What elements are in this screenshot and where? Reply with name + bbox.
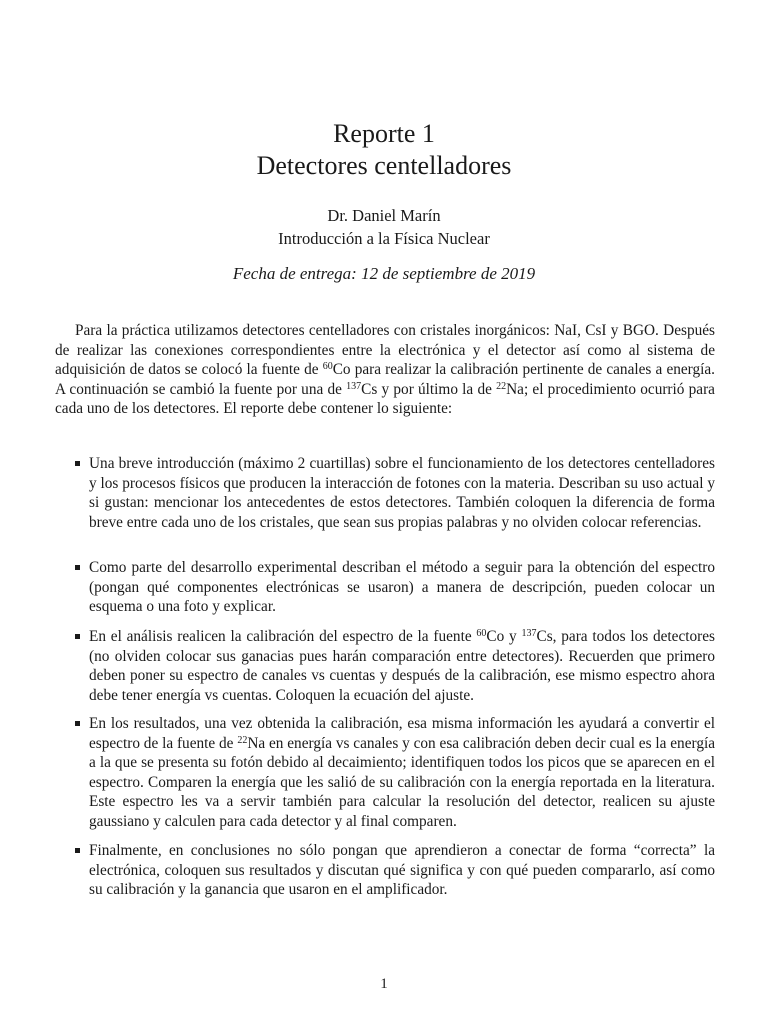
page-number: 1	[380, 976, 388, 992]
list-item-text-1: En el análisis realicen la calibración del espectro de la fuente	[89, 628, 477, 645]
isotope-mass-number: 22	[496, 380, 507, 392]
list-item-text-2: Co y	[486, 628, 522, 645]
list-item-text: Una breve introducción (máximo 2 cuartillas) sobre el funcionamiento de los detectores centelladores y los procesos físicos que producen la interacción de fotones con la materia. Describan su uso actual y si gustan: mencionar los antecedentes de estos detectores. También coloquen la diferencia de forma breve entre cada uno de los cristales, que sean sus propias palabras y no olviden colocar referencias.	[89, 455, 715, 531]
bullet-square-icon	[75, 461, 80, 466]
list-item-text-1: En los resultados, una vez obtenida la calibración, esa misma información les ayudará a convertir el espectro de la fuente de	[89, 715, 715, 752]
bullet-square-icon	[75, 848, 80, 853]
isotope-mass-number: 60	[322, 361, 333, 373]
list-item-text: Como parte del desarrollo experimental describan el método a seguir para la obtención del espectro (pongan qué componentes electrónicas se usaron) a manera de descripción, pueden colocar un esquema o una foto y explicar.	[89, 559, 715, 616]
report-subtitle: Detectores centelladores	[256, 151, 512, 180]
isotope-mass-number: 22	[237, 734, 248, 746]
report-title: Reporte 1	[333, 119, 435, 148]
intro-text-1: Para la práctica utilizamos detectores centelladores con cristales inorgánicos: NaI, CsI y BGO. Después de realizar las conexiones correspondientes entre la electrónica y el detector así como al sistema de adquisición de datos se colocó la fuente de	[55, 322, 715, 379]
due-date: Fecha de entrega: 12 de septiembre de 2019	[232, 264, 536, 283]
intro-text-2: Co para realizar la calibración pertinente de canales a energía. A continuación se cambió la fuente por una de	[55, 361, 716, 398]
bullet-square-icon	[75, 721, 80, 726]
intro-paragraph	[55, 321, 715, 419]
author-name: Dr. Daniel Marín	[327, 206, 441, 225]
list-item-text: Finalmente, en conclusiones no sólo pongan que aprendieron a conectar de forma “correcta” la electrónica, coloquen sus resultados y discutan qué significa y con qué pueden compararlo, así como su calibración y la ganancia que usaron en el amplificador.	[89, 842, 715, 899]
list-item-text-2: Na en energía vs canales y con esa calibración deben decir cual es la energía a la que se presenta su fotón debido al decaimiento; identifiquen todos los picos que se aparecen en el espectro. Comparen la energía que les salió de su calibración con la energía reportada en la literatura. Este espectro les va a servir también para calcular la resolución del detector, realicen su ajuste gaussiano y calculen para cada detector y al final comparen.	[89, 734, 716, 830]
isotope-mass-number: 137	[521, 628, 537, 639]
bullet-square-icon	[75, 634, 80, 639]
intro-text-4: Na; el procedimiento ocurrió para cada uno de los detectores. El reporte debe contener lo siguiente:	[55, 380, 715, 418]
list-item-text	[89, 627, 715, 705]
isotope-mass-number: 60	[476, 628, 487, 639]
list-item-text-3: Cs, para todos los detectores (no olviden colocar sus ganacias pues harán comparación entre detectores). Recuerden que primero deben poner su espectro de canales vs cuentas y después de la calibración, ese mismo espectro ahora debe tener energía vs cuentas. Coloquen la ecuación del ajuste.	[89, 628, 715, 704]
isotope-mass-number: 137	[346, 380, 362, 392]
course-name: Introducción a la Física Nuclear	[278, 229, 490, 248]
list-item-text	[89, 714, 715, 832]
bullet-square-icon	[75, 565, 80, 570]
intro-text-3: Cs y por último la de	[361, 380, 497, 398]
